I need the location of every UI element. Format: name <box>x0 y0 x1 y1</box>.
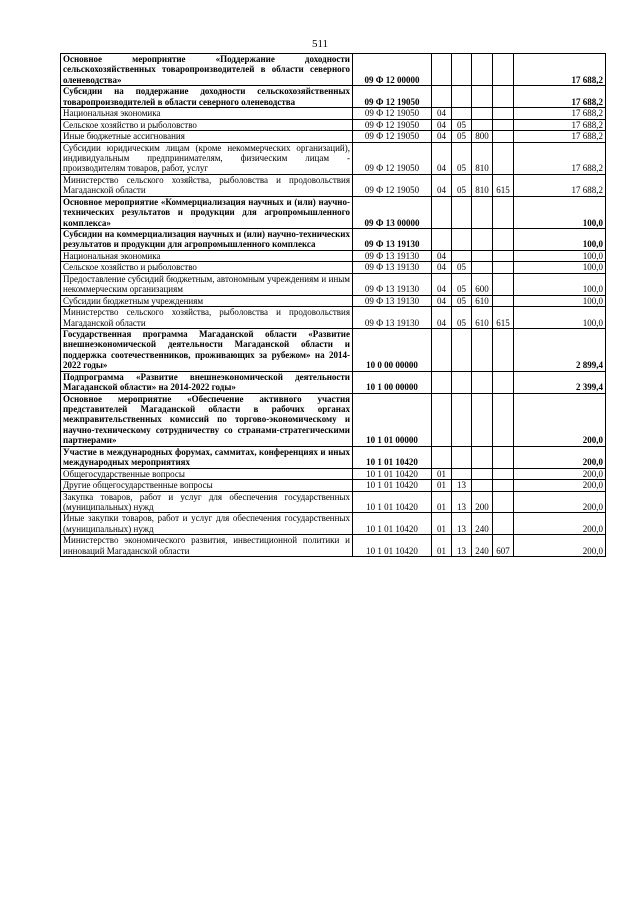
row-subsection: 05 <box>452 273 472 295</box>
row-section <box>432 229 452 251</box>
row-amount: 200,0 <box>514 468 606 479</box>
row-amount: 200,0 <box>514 480 606 491</box>
table-row <box>61 119 606 130</box>
row-ministry <box>493 250 514 261</box>
row-section <box>432 371 452 393</box>
row-expense-type <box>472 446 493 468</box>
row-expense-type <box>472 54 493 86</box>
row-amount: 200,0 <box>514 491 606 513</box>
row-expense-type: 200 <box>472 491 493 513</box>
table-row <box>61 328 606 371</box>
row-expense-type <box>472 119 493 130</box>
row-amount: 100,0 <box>514 250 606 261</box>
row-ministry <box>493 491 514 513</box>
row-ministry <box>493 54 514 86</box>
row-subsection <box>452 196 472 228</box>
row-expense-type <box>472 229 493 251</box>
row-expense-type <box>472 328 493 371</box>
row-expense-type: 240 <box>472 513 493 535</box>
row-name: Министерство экономического развития, инвестиционной политики и инноваций Магаданской области <box>61 535 353 557</box>
row-amount: 100,0 <box>514 307 606 329</box>
row-section <box>432 446 452 468</box>
row-ministry <box>493 393 514 446</box>
row-amount: 100,0 <box>514 196 606 228</box>
row-expense-type: 600 <box>472 273 493 295</box>
row-code: 10 1 01 00000 <box>353 393 432 446</box>
page-number: 511 <box>311 38 329 50</box>
row-subsection <box>452 54 472 86</box>
row-name: Сельское хозяйство и рыболовство <box>61 119 353 130</box>
row-name: Участие в международных форумах, саммитах, конференциях и иных международных мероприятиях <box>61 446 353 468</box>
row-ministry <box>493 480 514 491</box>
row-code: 10 1 01 10420 <box>353 491 432 513</box>
row-name: Подпрограмма «Развитие внешнеэкономической деятельности Магаданской области» на 2014-2022 годы» <box>61 371 353 393</box>
row-code: 09 Ф 13 19130 <box>353 295 432 306</box>
row-amount: 200,0 <box>514 513 606 535</box>
table-row <box>61 250 606 261</box>
row-name: Иные закупки товаров, работ и услуг для обеспечения государственных (муниципальных) нужд <box>61 513 353 535</box>
row-code: 09 Ф 12 19050 <box>353 86 432 108</box>
row-section: 04 <box>432 262 452 273</box>
row-section <box>432 86 452 108</box>
row-amount: 17 688,2 <box>514 119 606 130</box>
row-amount: 17 688,2 <box>514 108 606 119</box>
table-row <box>61 174 606 196</box>
row-name: Субсидии бюджетным учреждениям <box>61 295 353 306</box>
row-section: 01 <box>432 513 452 535</box>
row-section: 04 <box>432 119 452 130</box>
row-ministry <box>493 196 514 228</box>
row-name: Сельское хозяйство и рыболовство <box>61 262 353 273</box>
row-ministry <box>493 142 514 174</box>
row-subsection <box>452 446 472 468</box>
table-row <box>61 142 606 174</box>
table-row <box>61 307 606 329</box>
row-section: 04 <box>432 250 452 261</box>
row-ministry <box>493 468 514 479</box>
row-name: Общегосударственные вопросы <box>61 468 353 479</box>
row-section: 04 <box>432 295 452 306</box>
row-expense-type: 810 <box>472 142 493 174</box>
row-expense-type <box>472 468 493 479</box>
row-ministry: 607 <box>493 535 514 557</box>
table-row <box>61 513 606 535</box>
row-name: Субсидии юридическим лицам (кроме некоммерческих организаций), индивидуальным предпринимателям, физическим лицам - производителям товаров, работ, услуг <box>61 142 353 174</box>
row-amount: 17 688,2 <box>514 142 606 174</box>
row-code: 10 1 00 00000 <box>353 371 432 393</box>
row-section: 01 <box>432 491 452 513</box>
row-amount: 200,0 <box>514 393 606 446</box>
row-ministry: 615 <box>493 307 514 329</box>
row-amount: 17 688,2 <box>514 174 606 196</box>
row-subsection: 13 <box>452 491 472 513</box>
table-row <box>61 54 606 86</box>
row-subsection <box>452 371 472 393</box>
row-code: 09 Ф 13 19130 <box>353 273 432 295</box>
table-row <box>61 491 606 513</box>
row-amount: 200,0 <box>514 446 606 468</box>
row-amount: 200,0 <box>514 535 606 557</box>
row-section <box>432 196 452 228</box>
row-subsection <box>452 393 472 446</box>
row-code: 09 Ф 13 19130 <box>353 229 432 251</box>
row-expense-type <box>472 250 493 261</box>
row-code: 09 Ф 12 19050 <box>353 131 432 142</box>
table-row <box>61 86 606 108</box>
row-code: 10 0 00 00000 <box>353 328 432 371</box>
row-name: Министерство сельского хозяйства, рыболовства и продовольствия Магаданской области <box>61 307 353 329</box>
row-section: 04 <box>432 142 452 174</box>
row-name: Национальная экономика <box>61 250 353 261</box>
row-ministry <box>493 295 514 306</box>
row-subsection: 05 <box>452 142 472 174</box>
row-name: Закупка товаров, работ и услуг для обеспечения государственных (муниципальных) нужд <box>61 491 353 513</box>
row-section <box>432 393 452 446</box>
row-expense-type: 240 <box>472 535 493 557</box>
row-subsection: 05 <box>452 262 472 273</box>
table-row <box>61 262 606 273</box>
row-section: 04 <box>432 174 452 196</box>
row-section: 04 <box>432 131 452 142</box>
row-code: 10 1 01 10420 <box>353 535 432 557</box>
row-code: 09 Ф 13 19130 <box>353 307 432 329</box>
row-section <box>432 328 452 371</box>
row-amount: 17 688,2 <box>514 86 606 108</box>
row-subsection: 13 <box>452 513 472 535</box>
row-amount: 100,0 <box>514 262 606 273</box>
budget-table <box>60 53 606 557</box>
row-expense-type <box>472 108 493 119</box>
row-name: Основное мероприятие «Коммерциализация научных и (или) научно-технических результатов и продукции для агропромышленного комплекса» <box>61 196 353 228</box>
row-name: Предоставление субсидий бюджетным, автономным учреждениям и иным некоммерческим организациям <box>61 273 353 295</box>
row-subsection: 05 <box>452 307 472 329</box>
row-subsection: 05 <box>452 119 472 130</box>
row-code: 10 1 01 10420 <box>353 480 432 491</box>
row-expense-type <box>472 371 493 393</box>
row-name: Национальная экономика <box>61 108 353 119</box>
row-subsection <box>452 328 472 371</box>
row-ministry <box>493 108 514 119</box>
row-subsection: 13 <box>452 480 472 491</box>
row-section: 04 <box>432 307 452 329</box>
row-name: Другие общегосударственные вопросы <box>61 480 353 491</box>
row-name: Субсидии на поддержание доходности сельскохозяйственных товаропроизводителей в области северного оленеводства <box>61 86 353 108</box>
row-amount: 2 399,4 <box>514 371 606 393</box>
row-ministry <box>493 131 514 142</box>
row-expense-type <box>472 196 493 228</box>
row-amount: 17 688,2 <box>514 54 606 86</box>
row-subsection: 05 <box>452 295 472 306</box>
row-subsection: 05 <box>452 174 472 196</box>
row-expense-type: 800 <box>472 131 493 142</box>
table-row <box>61 196 606 228</box>
row-subsection: 05 <box>452 131 472 142</box>
row-code: 09 Ф 13 00000 <box>353 196 432 228</box>
row-ministry <box>493 86 514 108</box>
row-ministry <box>493 446 514 468</box>
row-section: 01 <box>432 468 452 479</box>
row-subsection <box>452 86 472 108</box>
row-ministry <box>493 262 514 273</box>
row-section: 04 <box>432 108 452 119</box>
row-expense-type <box>472 262 493 273</box>
table-row <box>61 229 606 251</box>
row-code: 09 Ф 13 19130 <box>353 250 432 261</box>
table-row <box>61 393 606 446</box>
row-subsection <box>452 250 472 261</box>
row-code: 09 Ф 13 19130 <box>353 262 432 273</box>
row-name: Министерство сельского хозяйства, рыболовства и продовольствия Магаданской области <box>61 174 353 196</box>
table-row <box>61 273 606 295</box>
row-code: 09 Ф 12 19050 <box>353 174 432 196</box>
row-code: 09 Ф 12 00000 <box>353 54 432 86</box>
row-ministry <box>493 371 514 393</box>
row-ministry <box>493 328 514 371</box>
table-row <box>61 131 606 142</box>
row-expense-type: 810 <box>472 174 493 196</box>
row-amount: 100,0 <box>514 229 606 251</box>
row-amount: 100,0 <box>514 273 606 295</box>
row-subsection <box>452 229 472 251</box>
row-section: 01 <box>432 480 452 491</box>
table-row <box>61 468 606 479</box>
row-subsection: 13 <box>452 535 472 557</box>
row-name: Государственная программа Магаданской области «Развитие внешнеэкономической деятельности Магаданской области и поддержка соотечественников, проживающих за рубежом» на 2014-2022 годы» <box>61 328 353 371</box>
row-amount: 2 899,4 <box>514 328 606 371</box>
row-subsection <box>452 108 472 119</box>
row-code: 09 Ф 12 19050 <box>353 108 432 119</box>
row-ministry <box>493 229 514 251</box>
row-name: Основное мероприятие «Обеспечение активного участия представителей Магаданской области в рабочих органах межправительственных комиссий по торгово-экономическому и научно-техническому сотрудничеству со странами-стратегическими партнерами» <box>61 393 353 446</box>
row-amount: 17 688,2 <box>514 131 606 142</box>
table-row <box>61 535 606 557</box>
row-section: 01 <box>432 535 452 557</box>
row-name: Субсидии на коммерциализация научных и (или) научно-технических результатов и продукции для агропромышленного комплекса <box>61 229 353 251</box>
row-section <box>432 54 452 86</box>
row-subsection <box>452 468 472 479</box>
row-ministry <box>493 273 514 295</box>
table-row <box>61 446 606 468</box>
row-code: 09 Ф 12 19050 <box>353 142 432 174</box>
row-ministry: 615 <box>493 174 514 196</box>
row-ministry <box>493 119 514 130</box>
table-row <box>61 295 606 306</box>
row-code: 09 Ф 12 19050 <box>353 119 432 130</box>
table-row <box>61 371 606 393</box>
row-expense-type: 610 <box>472 295 493 306</box>
table-row <box>61 480 606 491</box>
row-expense-type <box>472 86 493 108</box>
row-amount: 100,0 <box>514 295 606 306</box>
row-name: Иные бюджетные ассигнования <box>61 131 353 142</box>
row-section: 04 <box>432 273 452 295</box>
row-ministry <box>493 513 514 535</box>
table-row <box>61 108 606 119</box>
row-code: 10 1 01 10420 <box>353 446 432 468</box>
row-code: 10 1 01 10420 <box>353 468 432 479</box>
row-code: 10 1 01 10420 <box>353 513 432 535</box>
row-expense-type <box>472 480 493 491</box>
row-expense-type <box>472 393 493 446</box>
row-name: Основное мероприятие «Поддержание доходности сельскохозяйственных товаропроизводителей в области северного оленеводства» <box>61 54 353 86</box>
row-expense-type: 610 <box>472 307 493 329</box>
